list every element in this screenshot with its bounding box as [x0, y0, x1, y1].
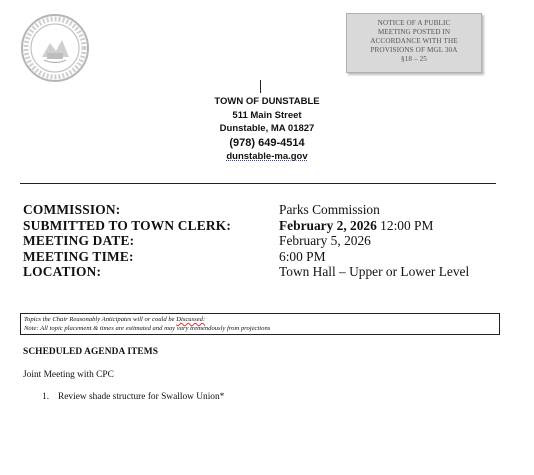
- topics-line: Topics the Chair Reasonably Anticipates will or could be: [24, 316, 177, 323]
- submitted-time: 12:00 PM: [376, 217, 434, 233]
- submitted-row: [23, 218, 503, 234]
- topics-notice-box: [20, 313, 500, 335]
- meeting-time-value: 6:00 PM: [279, 248, 326, 264]
- agenda-item: [42, 392, 224, 402]
- meeting-date-label: MEETING DATE:: [23, 233, 135, 248]
- text-cursor: [260, 80, 261, 93]
- notice-line: NOTICE OF A PUBLIC: [377, 19, 451, 27]
- notice-line: §18 – 25: [401, 55, 427, 63]
- town-seal-icon: [20, 13, 90, 83]
- town-name: TOWN OF DUNSTABLE: [214, 96, 320, 107]
- submitted-date: February 2, 2026: [279, 217, 377, 233]
- commission-value: Parks Commission: [279, 202, 380, 217]
- town-city: Dunstable, MA 01827: [219, 123, 315, 134]
- agenda-item-text: Review shade structure for Swallow Union*: [58, 392, 225, 402]
- town-website-link[interactable]: dunstable-ma.gov: [226, 150, 308, 162]
- notice-line: ACCORDANCE WITH THE: [370, 37, 458, 45]
- topics-note: Note: All topic placement & times are estimated and may vary tremendously from projections: [24, 325, 271, 332]
- town-phone: (978) 649-4514: [229, 136, 305, 149]
- location-row: [23, 264, 503, 280]
- town-header: [0, 95, 534, 163]
- public-meeting-notice-stamp: [346, 13, 482, 73]
- town-street: 511 Main Street: [232, 109, 302, 121]
- commission-row: [23, 202, 503, 218]
- notice-line: PROVISIONS OF MGL 30A: [370, 46, 458, 54]
- notice-line: MEETING POSTED IN: [377, 28, 451, 36]
- meeting-date-value: February 5, 2026: [279, 233, 371, 248]
- meeting-date-row: [23, 233, 503, 249]
- agenda-item-number: 1.: [42, 392, 50, 402]
- submitted-label: SUBMITTED TO TOWN CLERK:: [23, 217, 232, 233]
- topics-discussed-word: Discussed:: [176, 316, 206, 323]
- meeting-time-row: [23, 249, 503, 265]
- agenda-section-title: Joint Meeting with CPC: [23, 370, 114, 380]
- location-label: LOCATION:: [23, 264, 102, 279]
- commission-label: COMMISSION:: [23, 202, 121, 217]
- header-divider: [20, 183, 496, 184]
- meeting-details: [23, 202, 503, 280]
- location-value: Town Hall – Upper or Lower Level: [279, 264, 470, 279]
- meeting-time-label: MEETING TIME:: [23, 248, 134, 264]
- agenda-heading: SCHEDULED AGENDA ITEMS: [23, 347, 159, 357]
